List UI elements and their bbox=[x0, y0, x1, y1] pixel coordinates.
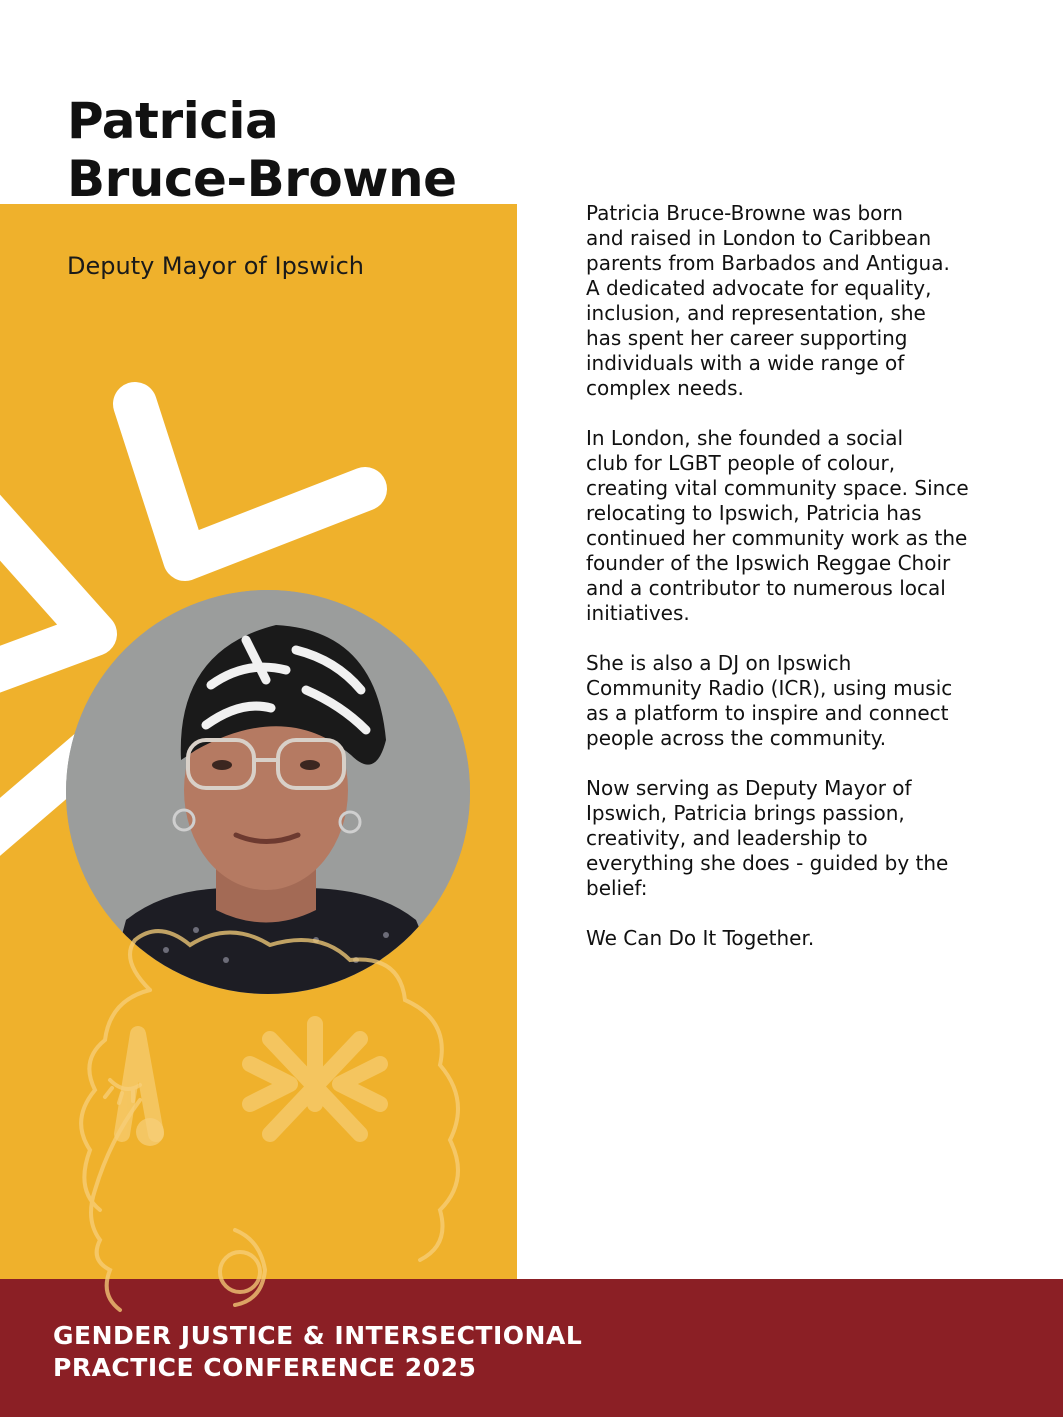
biography bbox=[586, 201, 1016, 976]
faint-chevron-left bbox=[250, 1064, 290, 1104]
bio-paragraph-2: In London, she founded a social club for LGBT people of colour, creating vital community space. Since relocating to Ipswich, Patricia has continued her community work as the founder of the Ipswich Reggae Choir and a contributor to numerous local initiatives. bbox=[586, 426, 969, 625]
faint-chevron-right bbox=[340, 1064, 380, 1104]
person-name-first: Patricia bbox=[67, 92, 279, 150]
bio-paragraph-3: She is also a DJ on Ipswich Community Radio (ICR), using music as a platform to inspire and connect people across the community. bbox=[586, 651, 953, 750]
bio-paragraph-4: Now serving as Deputy Mayor of Ipswich, Patricia brings passion, creativity, and leadership to everything she does - guided by the belief: bbox=[586, 776, 949, 900]
bio-closing-quote: We Can Do It Together. bbox=[586, 926, 815, 950]
chevron-ray-top bbox=[135, 404, 365, 559]
bio-paragraph-1: Patricia Bruce-Browne was born and raised in London to Caribbean parents from Barbados and Antigua. A dedicated advocate for equality, inclusion, and representation, she has spent her career supporting individuals with a wide range of complex needs. bbox=[586, 201, 950, 400]
conference-title-line-1: GENDER JUSTICE & INTERSECTIONAL bbox=[53, 1321, 583, 1350]
conference-title bbox=[53, 1320, 582, 1384]
portrait-photo bbox=[66, 590, 470, 994]
chevron-ray-left bbox=[0, 494, 95, 684]
person-name bbox=[67, 92, 456, 208]
person-name-last: Bruce-Browne bbox=[67, 150, 457, 208]
portrait-illustration bbox=[66, 590, 470, 994]
faint-caret-icon bbox=[122, 1034, 156, 1134]
person-role: Deputy Mayor of Ipswich bbox=[67, 252, 365, 280]
conference-title-line-2: PRACTICE CONFERENCE 2025 bbox=[53, 1353, 477, 1382]
